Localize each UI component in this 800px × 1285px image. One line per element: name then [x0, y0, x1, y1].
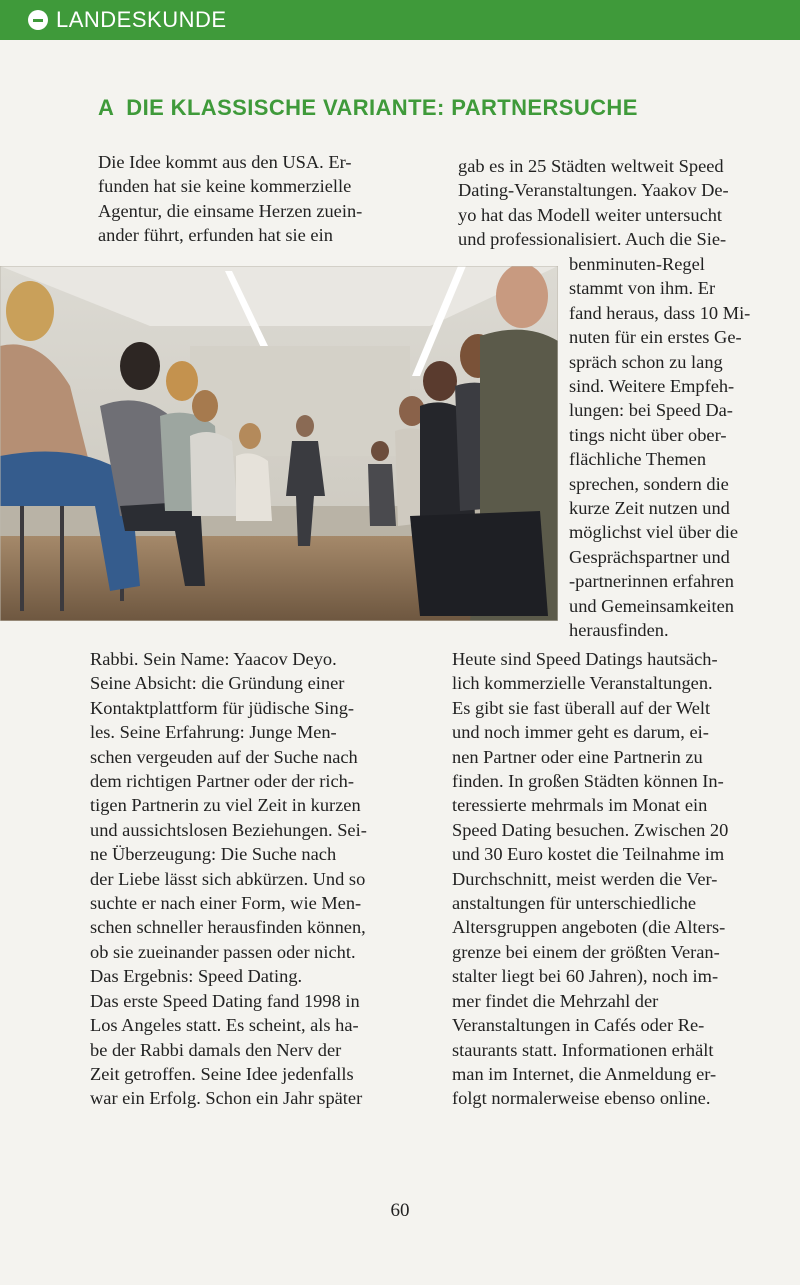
text-line: stammt von ihm. Er — [569, 278, 716, 299]
text-line: der Liebe lässt sich abkürzen. Und so — [90, 868, 366, 889]
text-line: staurants statt. Informationen erhält — [452, 1039, 714, 1060]
text-line: yo hat das Modell weiter untersucht — [458, 204, 723, 225]
text-line: funden hat sie keine kommerzielle — [98, 176, 352, 197]
text-block-right-beside-photo — [569, 252, 750, 643]
text-block-right-top — [458, 154, 729, 252]
text-line: und 30 Euro kostet die Teilnahme im — [452, 844, 725, 865]
text-line: Dating-Veranstaltungen. Yaakov De- — [458, 180, 729, 201]
text-line: spräch schon zu lang — [569, 351, 723, 372]
text-line: nen Partner oder eine Partnerin zu — [452, 746, 703, 767]
text-line: les. Seine Erfahrung: Junge Men- — [90, 722, 337, 743]
text-line: nuten für ein erstes Ge- — [569, 327, 742, 348]
heading-title: DIE KLASSISCHE VARIANTE: PARTNERSUCHE — [126, 95, 638, 120]
text-line: Veranstaltungen in Cafés oder Re- — [452, 1015, 705, 1036]
text-line: Kontaktplattform für jüdische Sing- — [90, 697, 355, 718]
text-line: und professionalisiert. Auch die Sie- — [458, 229, 727, 250]
page-number: 60 — [390, 1200, 410, 1221]
text-line: Die Idee kommt aus den USA. Er- — [98, 152, 352, 172]
text-line: Das erste Speed Dating fand 1998 in — [90, 990, 360, 1011]
text-line: fand heraus, dass 10 Mi- — [569, 302, 751, 323]
speed-dating-photo — [0, 266, 558, 621]
text-line: mer findet die Mehrzahl der — [452, 990, 659, 1011]
text-line: Zeit getroffen. Seine Idee jedenfalls — [90, 1063, 354, 1084]
text-line: tings nicht über ober- — [569, 424, 727, 445]
text-block-right-bottom — [452, 647, 728, 1111]
text-line: stalter liegt bei 60 Jahren), noch im- — [452, 966, 719, 987]
text-line: lungen: bei Speed Da- — [569, 400, 733, 421]
text-line: sind. Weitere Empfeh- — [569, 376, 735, 397]
text-line: dem richtigen Partner oder der rich- — [90, 771, 354, 792]
text-line: ne Überzeugung: Die Suche nach — [90, 844, 337, 865]
text-line: -partnerinnen erfahren — [569, 571, 734, 592]
text-line: Es gibt sie fast überall auf der Welt — [452, 697, 711, 718]
text-line: möglichst viel über die — [569, 522, 739, 543]
text-line: flächliche Themen — [569, 449, 707, 470]
text-line: und Gemeinsamkeiten — [569, 595, 734, 616]
text-line: sprechen, sondern die — [569, 473, 729, 494]
text-line: Rabbi. Sein Name: Yaacov Deyo. — [90, 649, 337, 669]
text-line: Gesprächspartner und — [569, 546, 730, 567]
text-line: be der Rabbi damals den Nerv der — [90, 1039, 342, 1060]
text-line: ander führt, erfunden hat sie ein — [98, 225, 333, 246]
text-line: Agentur, die einsame Herzen zuein- — [98, 200, 363, 221]
text-line: herausfinden. — [569, 620, 669, 641]
text-line: tigen Partnerin zu viel Zeit in kurzen — [90, 795, 361, 816]
text-line: Das Ergebnis: Speed Dating. — [90, 966, 303, 987]
section-header-bar — [0, 0, 800, 40]
text-line: teressierte mehrmals im Monat ein — [452, 795, 708, 816]
text-line: und noch immer geht es darum, ei- — [452, 722, 709, 743]
heading-letter: A — [98, 95, 115, 120]
text-line: anstaltungen für unterschiedliche — [452, 893, 697, 914]
text-line: grenze bei einem der größten Veran- — [452, 941, 720, 962]
text-block-left-top — [98, 150, 362, 248]
text-line: Altersgruppen angeboten (die Alters- — [452, 917, 726, 938]
text-line: benminuten-Regel — [569, 254, 705, 274]
text-line: gab es in 25 Städten weltweit Speed — [458, 156, 724, 176]
text-line: Heute sind Speed Datings hautsäch- — [452, 649, 718, 669]
text-line: man im Internet, die Anmeldung er- — [452, 1063, 717, 1084]
text-line: ob sie zueinander passen oder nicht. — [90, 941, 356, 962]
text-line: und aussichtslosen Beziehungen. Sei- — [90, 819, 367, 840]
text-line: war ein Erfolg. Schon ein Jahr später — [90, 1088, 363, 1109]
text-line: suchte er nach einer Form, wie Men- — [90, 893, 362, 914]
article-heading — [98, 95, 638, 121]
minus-circle-icon — [28, 10, 48, 30]
text-line: folgt normalerweise ebenso online. — [452, 1088, 711, 1109]
text-line: schen vergeuden auf der Suche nach — [90, 746, 358, 767]
text-line: Speed Dating besuchen. Zwischen 20 — [452, 819, 729, 840]
text-line: Durchschnitt, meist werden die Ver- — [452, 868, 718, 889]
text-line: schen schneller herausfinden können, — [90, 917, 366, 938]
text-line: lich kommerzielle Veranstaltungen. — [452, 673, 713, 694]
text-line: Seine Absicht: die Gründung einer — [90, 673, 345, 694]
section-label: LANDESKUNDE — [56, 7, 227, 32]
text-line: Los Angeles statt. Es scheint, als ha- — [90, 1015, 359, 1036]
text-line: finden. In großen Städten können In- — [452, 771, 724, 792]
text-block-left-bottom — [90, 647, 367, 1111]
text-line: kurze Zeit nutzen und — [569, 498, 730, 519]
